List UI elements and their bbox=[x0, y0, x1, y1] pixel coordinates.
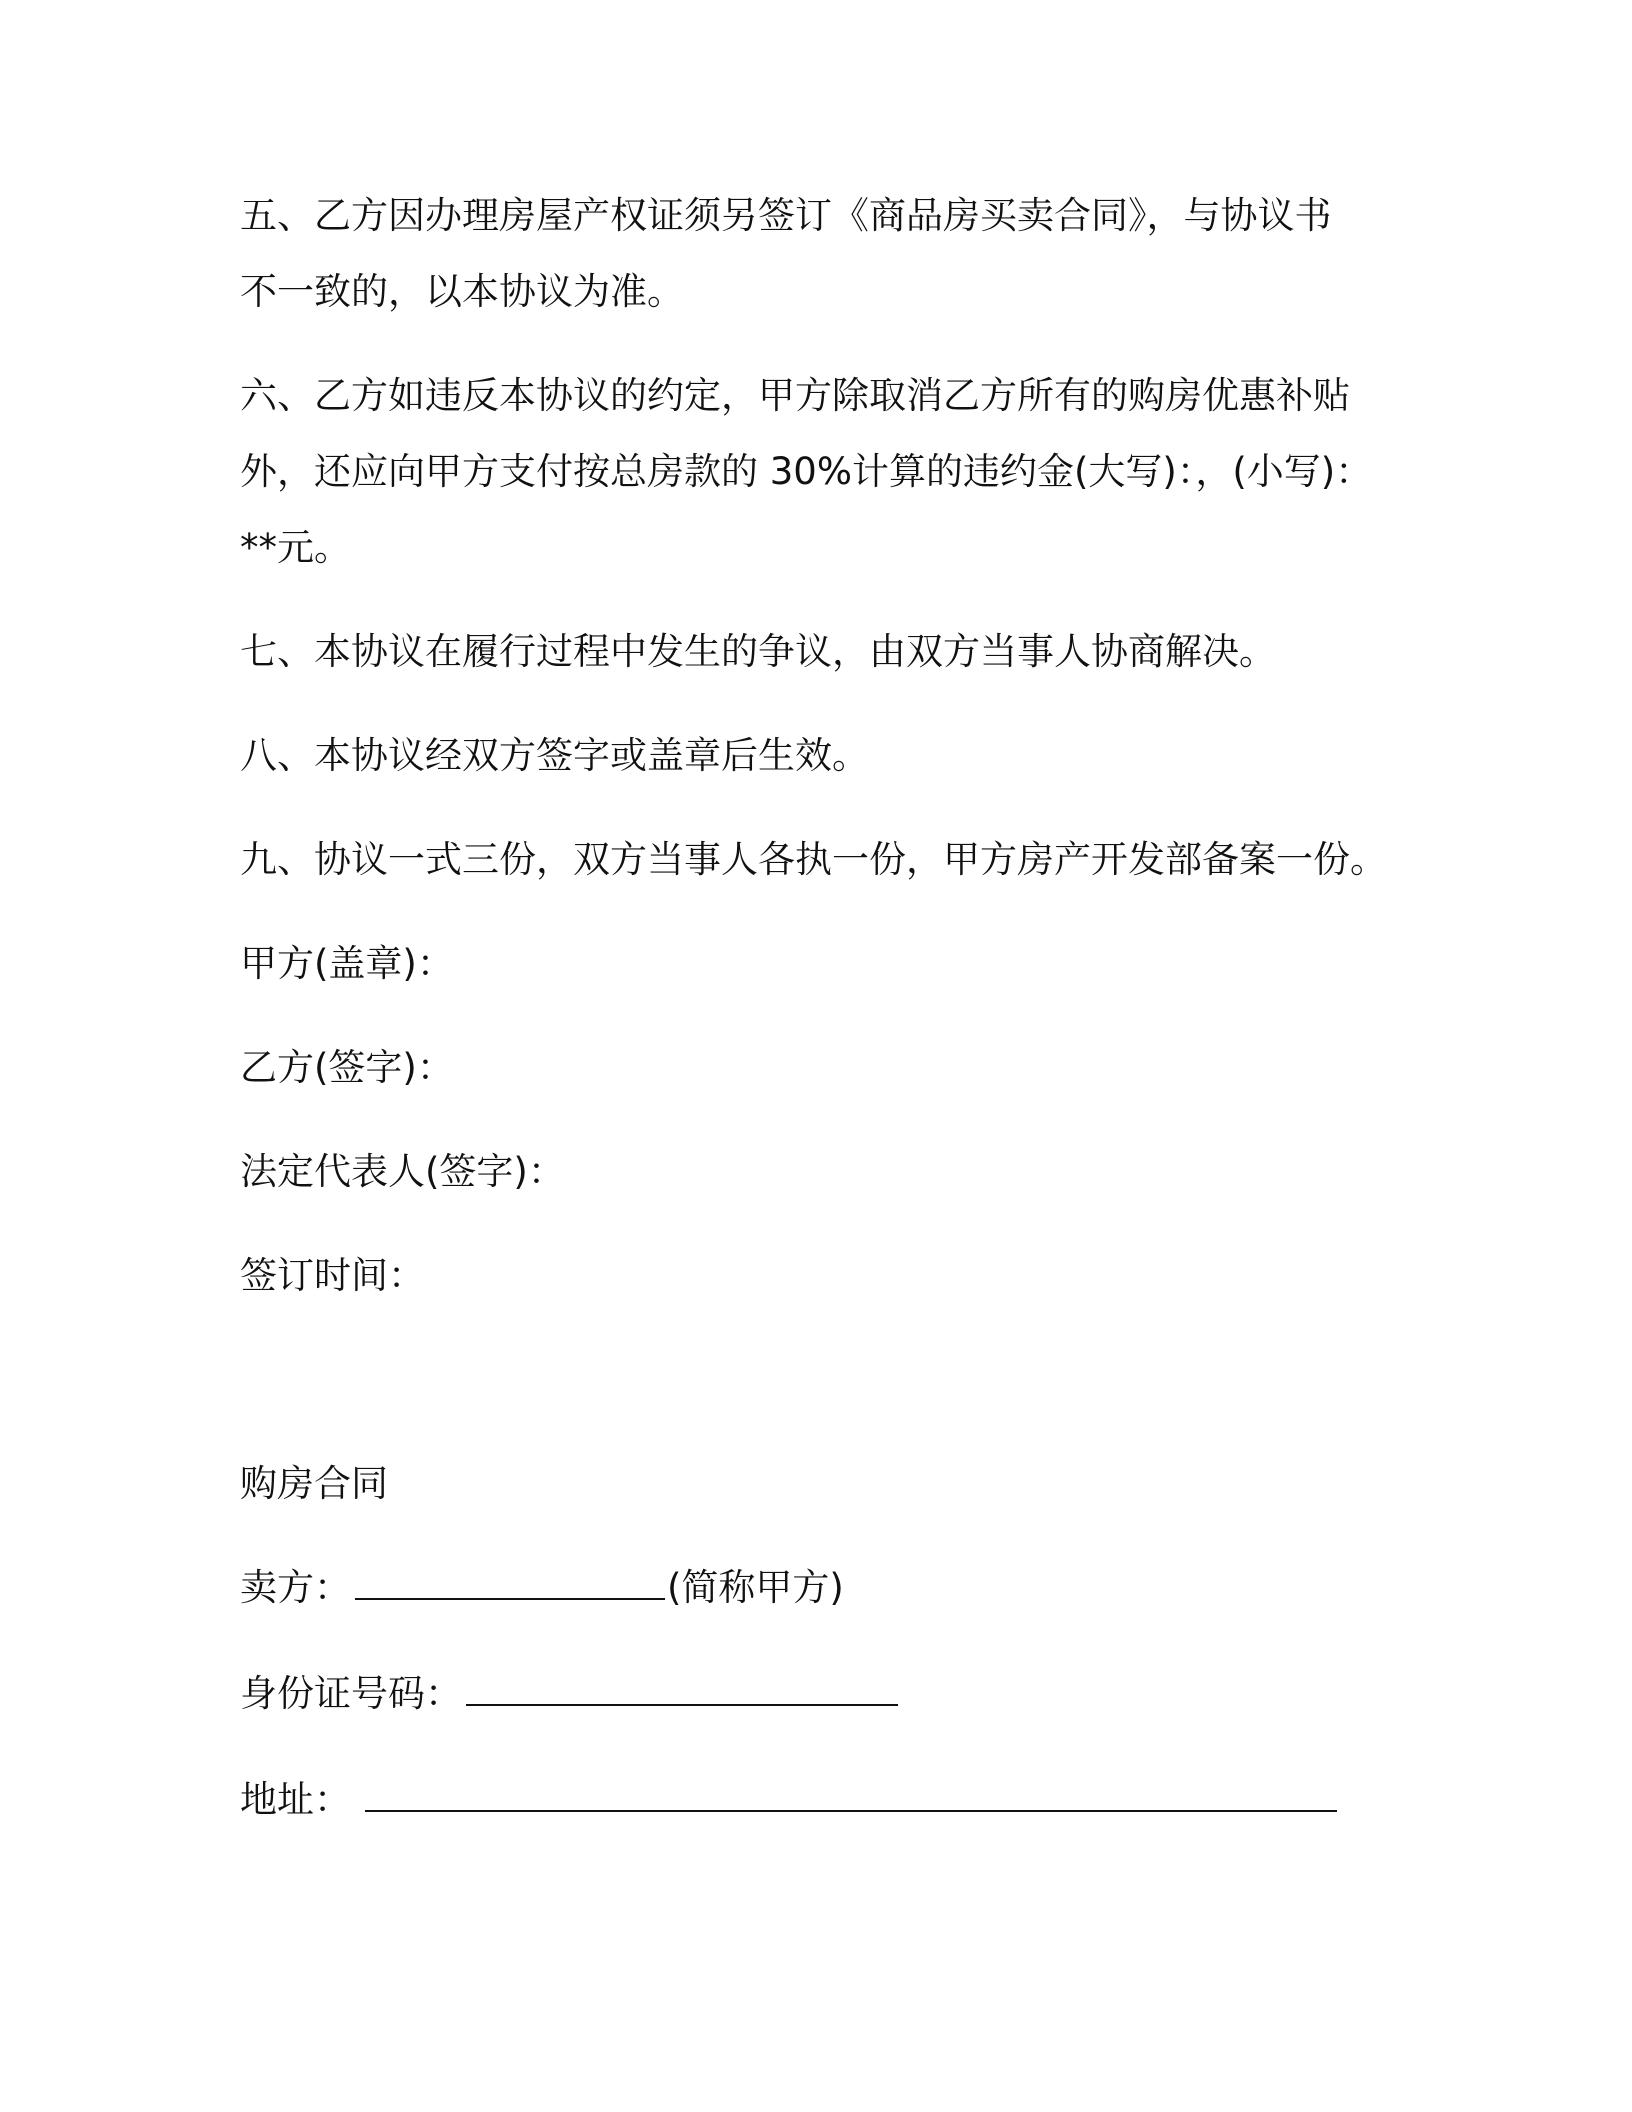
seller-suffix: (简称甲方) bbox=[667, 1566, 844, 1609]
clause-eight: 八、本协议经双方签字或盖章后生效。 bbox=[240, 734, 869, 777]
address-blank bbox=[365, 1804, 1337, 1812]
clause-six-line-3: **元。 bbox=[240, 526, 351, 569]
clause-six-line-1: 六、乙方如违反本协议的约定，甲方除取消乙方所有的购房优惠补贴 bbox=[240, 374, 1350, 417]
clause-seven: 七、本协议在履行过程中发生的争议，由双方当事人协商解决。 bbox=[240, 630, 1276, 673]
clause-six-line-2: 外，还应向甲方支付按总房款的 30%计算的违约金(大写)：，(小写)： bbox=[240, 450, 1373, 493]
party-a-seal: 甲方(盖章)： bbox=[240, 942, 454, 985]
clause-five-line-1: 五、乙方因办理房屋产权证须另签订《商品房买卖合同》，与协议书 bbox=[240, 194, 1332, 237]
clause-nine: 九、协议一式三份，双方当事人各执一份，甲方房产开发部备案一份。 bbox=[240, 838, 1387, 881]
signing-date: 签订时间： bbox=[240, 1254, 425, 1297]
contract-title: 购房合同 bbox=[240, 1462, 388, 1505]
legal-representative-signature: 法定代表人(签字)： bbox=[240, 1150, 565, 1193]
seller-blank bbox=[355, 1592, 665, 1600]
id-number-blank bbox=[466, 1698, 898, 1706]
party-b-signature: 乙方(签字)： bbox=[240, 1046, 454, 1089]
seller-row bbox=[240, 1564, 844, 1612]
clause-five-line-2: 不一致的，以本协议为准。 bbox=[240, 270, 684, 313]
id-number-row bbox=[240, 1670, 900, 1718]
seller-label: 卖方： bbox=[240, 1566, 351, 1609]
address-row bbox=[240, 1776, 1339, 1824]
address-label: 地址： bbox=[240, 1778, 351, 1821]
id-number-label: 身份证号码： bbox=[240, 1672, 462, 1715]
